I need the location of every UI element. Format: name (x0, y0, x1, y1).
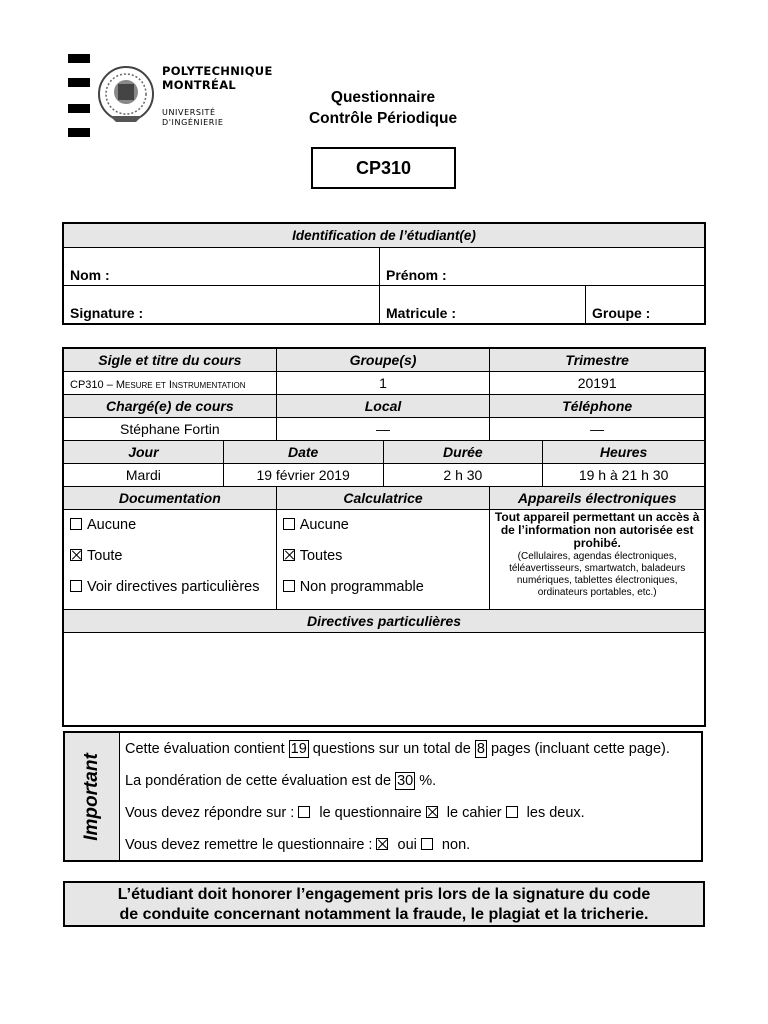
doc-option-aucune[interactable] (70, 510, 270, 541)
title-line-2: Contrôle Périodique (308, 110, 458, 127)
header-duree: Durée (383, 441, 543, 464)
checkbox-icon[interactable] (421, 838, 433, 850)
title-line-1: Questionnaire (330, 89, 436, 106)
header-jour: Jour (64, 441, 224, 464)
text: les deux. (522, 805, 585, 821)
checkbox-checked-icon[interactable] (283, 549, 295, 561)
text: Cette évaluation contient (125, 741, 289, 757)
brand-line-3: UNIVERSITÉ (162, 108, 216, 117)
header-charge: Chargé(e) de cours (64, 395, 277, 418)
calc-option-aucune[interactable] (283, 510, 484, 541)
calc-option-nonprog[interactable] (283, 572, 484, 603)
checkbox-checked-icon[interactable] (426, 806, 438, 818)
honor-code-notice (63, 881, 705, 927)
checkbox-icon[interactable] (506, 806, 518, 818)
signature-field[interactable]: Signature : (64, 286, 380, 324)
option-label: Aucune (87, 517, 137, 533)
notice-line-2: de conduite concernant notamment la fraude, le plagiat et la tricherie. (119, 906, 649, 923)
notice-line-1: L’étudiant doit honorer l’engagement pris lors de la signature du code (117, 886, 651, 903)
course-jour: Mardi (64, 464, 224, 487)
appareils-rule: Tout appareil permettant un accès à de l’information non autorisée est prohibé. (494, 510, 700, 550)
groupe-field[interactable]: Groupe : (586, 286, 705, 324)
course-title: Mesure et Instrumentation (115, 379, 246, 391)
important-line-repondre (125, 801, 670, 833)
brand-line-4: D'INGÉNIERIE (162, 118, 224, 127)
course-sigle (64, 372, 277, 395)
brand-name (162, 64, 273, 92)
questions-count: 19 (290, 741, 307, 757)
course-info-table (63, 348, 705, 726)
appareils-examples: (Cellulaires, agendas électroniques, téléavertisseurs, smartwatch, baladeurs numériques, tablettes électroniques, ordinateurs portables, etc.) (509, 551, 686, 598)
brand-subtitle (162, 108, 224, 128)
university-seal-icon (96, 64, 156, 126)
course-groupes: 1 (276, 372, 490, 395)
text: oui (393, 837, 421, 853)
option-label: Toutes (299, 548, 343, 564)
course-date: 19 février 2019 (223, 464, 383, 487)
option-label: Voir directives particulières (87, 579, 260, 595)
text: le cahier (442, 805, 506, 821)
course-local: — (276, 418, 490, 441)
checkbox-icon[interactable] (70, 518, 82, 530)
checkbox-checked-icon[interactable] (70, 549, 82, 561)
appareils-info (490, 510, 705, 610)
header-directives: Directives particulières (64, 610, 705, 633)
pages-count: 8 (476, 741, 485, 757)
important-line-remettre (125, 833, 670, 865)
important-line-ponderation (125, 769, 670, 801)
important-lines (125, 737, 670, 865)
option-label: Non programmable (299, 579, 424, 595)
doc-option-toute[interactable] (70, 541, 270, 572)
text: Vous devez répondre sur : (125, 805, 299, 821)
text: La pondération de cette évaluation est de (125, 773, 396, 789)
option-label: Aucune (299, 517, 349, 533)
checkbox-icon[interactable] (283, 580, 295, 592)
header-documentation: Documentation (64, 487, 277, 510)
brand-line-1: POLYTECHNIQUE (162, 64, 273, 78)
option-label: Toute (87, 548, 123, 564)
text: questions sur un total de (308, 741, 475, 757)
directives-area (64, 633, 705, 726)
calc-option-toutes[interactable] (283, 541, 484, 572)
course-charge: Stéphane Fortin (64, 418, 277, 441)
course-code: CP310 (70, 379, 104, 391)
header-heures: Heures (543, 441, 705, 464)
matricule-field[interactable]: Matricule : (380, 286, 586, 324)
important-box (63, 731, 703, 862)
exam-code: CP310 (311, 147, 456, 189)
checkbox-icon[interactable] (283, 518, 295, 530)
documentation-options (64, 510, 277, 610)
identification-table (63, 223, 705, 324)
checkbox-checked-icon[interactable] (376, 838, 388, 850)
ponderation-value: 30 (397, 773, 414, 789)
prenom-field[interactable]: Prénom : (380, 248, 705, 286)
header-sigle: Sigle et titre du cours (64, 349, 277, 372)
text: Vous devez remettre le questionnaire : (125, 837, 377, 853)
text: non. (437, 837, 471, 853)
course-telephone: — (490, 418, 705, 441)
header-groupes: Groupe(s) (276, 349, 490, 372)
header-telephone: Téléphone (490, 395, 705, 418)
header-trimestre: Trimestre (490, 349, 705, 372)
checkbox-icon[interactable] (298, 806, 310, 818)
course-sep: – (103, 379, 116, 391)
text: pages (incluant cette page). (486, 741, 670, 757)
calculatrice-options (276, 510, 490, 610)
doc-option-directives[interactable] (70, 572, 270, 603)
header-appareils: Appareils électroniques (490, 487, 705, 510)
header-local: Local (276, 395, 490, 418)
important-line-questions (125, 737, 670, 769)
important-label-cell (65, 733, 120, 860)
brand-line-2: MONTRÉAL (162, 78, 237, 92)
identification-title: Identification de l’étudiant(e) (64, 224, 705, 248)
nom-field[interactable]: Nom : (64, 248, 380, 286)
course-duree: 2 h 30 (383, 464, 543, 487)
header-calculatrice: Calculatrice (276, 487, 490, 510)
important-label: Important (81, 753, 102, 841)
course-trimestre: 20191 (490, 372, 705, 395)
polytechnique-logo (68, 52, 273, 140)
checkbox-icon[interactable] (70, 580, 82, 592)
course-heures: 19 h à 21 h 30 (543, 464, 705, 487)
text: %. (415, 773, 437, 789)
text: le questionnaire (315, 805, 426, 821)
header-date: Date (223, 441, 383, 464)
document-title (290, 87, 476, 129)
